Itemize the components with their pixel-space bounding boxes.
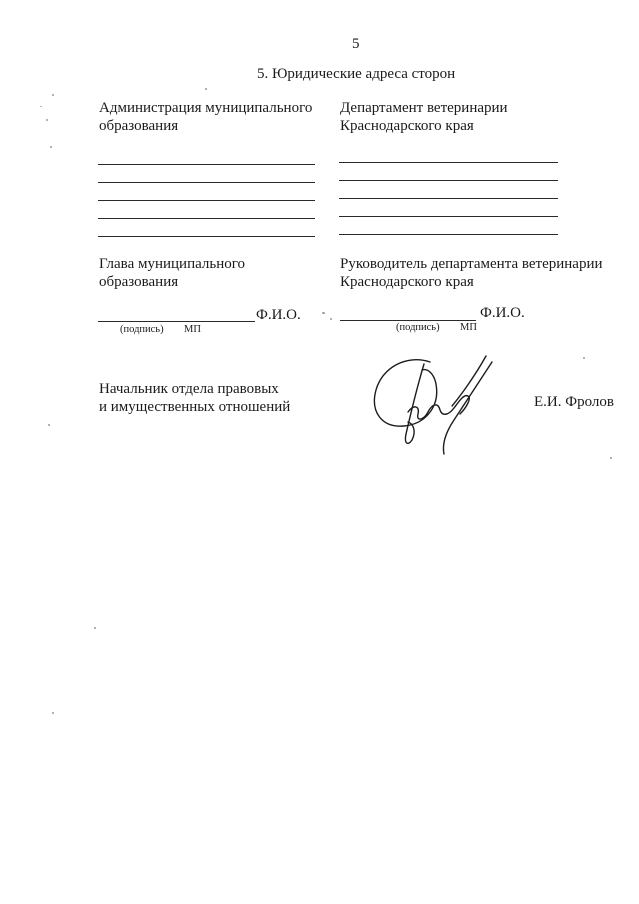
right-address-line — [339, 216, 558, 217]
right-address-line — [339, 234, 558, 235]
scan-speck — [94, 627, 96, 629]
right-party-title: Департамент ветеринарии — [340, 100, 508, 116]
right-signature-caption: (подпись) — [396, 322, 440, 333]
scan-speck — [330, 318, 332, 320]
right-address-line — [339, 180, 558, 181]
left-address-line — [98, 182, 315, 183]
scan-speck — [322, 312, 325, 314]
left-address-line — [98, 200, 315, 201]
scan-speck — [583, 357, 585, 359]
right-head-title-cont: Краснодарского края — [340, 274, 474, 290]
left-stamp-caption: МП — [184, 324, 201, 335]
left-address-line — [98, 236, 315, 237]
left-head-title: Глава муниципального — [99, 256, 246, 272]
scan-speck — [52, 94, 54, 96]
right-address-line — [339, 162, 558, 163]
left-address-line — [98, 164, 315, 165]
scan-speck — [205, 88, 207, 90]
approver-position-cont: и имущественных отношений — [99, 399, 291, 415]
scan-speck — [48, 424, 50, 426]
right-stamp-caption: МП — [460, 322, 477, 333]
approver-name: Е.И. Фролов — [534, 394, 614, 410]
scan-speck — [52, 712, 54, 714]
section-title: 5. Юридические адреса сторон — [257, 66, 456, 82]
right-signature-line — [340, 320, 476, 321]
scan-speck — [46, 119, 48, 121]
left-name-placeholder: Ф.И.О. — [256, 307, 301, 323]
scan-speck — [50, 146, 52, 148]
approver-position: Начальник отдела правовых — [99, 381, 279, 397]
left-signature-caption: (подпись) — [120, 324, 164, 335]
left-party-title-cont: образования — [99, 118, 179, 134]
left-party-title: Администрация муниципального — [99, 100, 313, 116]
left-address-line — [98, 218, 315, 219]
handwritten-signature — [368, 350, 508, 470]
right-name-placeholder: Ф.И.О. — [480, 305, 525, 321]
page-number: 5 — [352, 36, 360, 52]
right-address-line — [339, 198, 558, 199]
left-signature-line — [98, 321, 255, 322]
scan-speck — [40, 106, 42, 107]
scan-speck — [610, 457, 612, 459]
left-head-title-cont: образования — [99, 274, 179, 290]
right-head-title: Руководитель департамента ветеринарии — [340, 256, 603, 272]
right-party-title-cont: Краснодарского края — [340, 118, 474, 134]
